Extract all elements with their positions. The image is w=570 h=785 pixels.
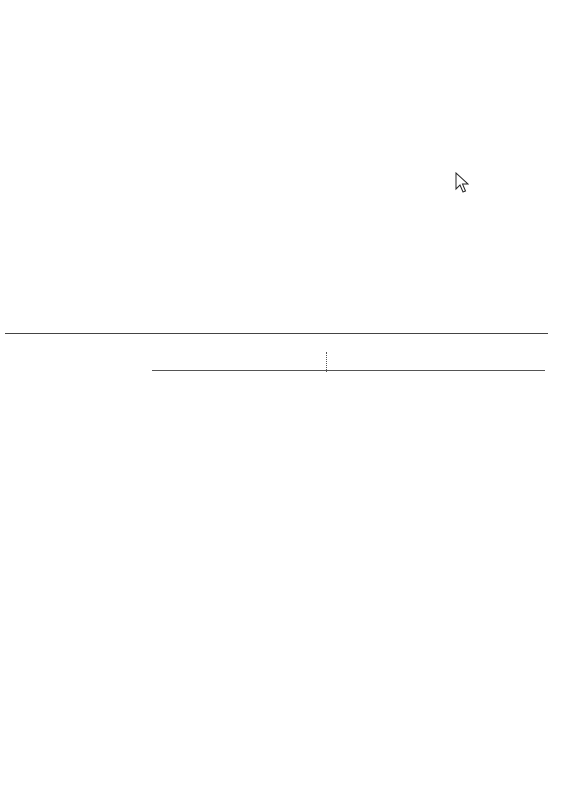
section-divider xyxy=(5,333,548,334)
header-underline xyxy=(152,370,545,371)
mouse-cursor-icon xyxy=(455,172,469,194)
size-group-separator xyxy=(326,352,327,372)
